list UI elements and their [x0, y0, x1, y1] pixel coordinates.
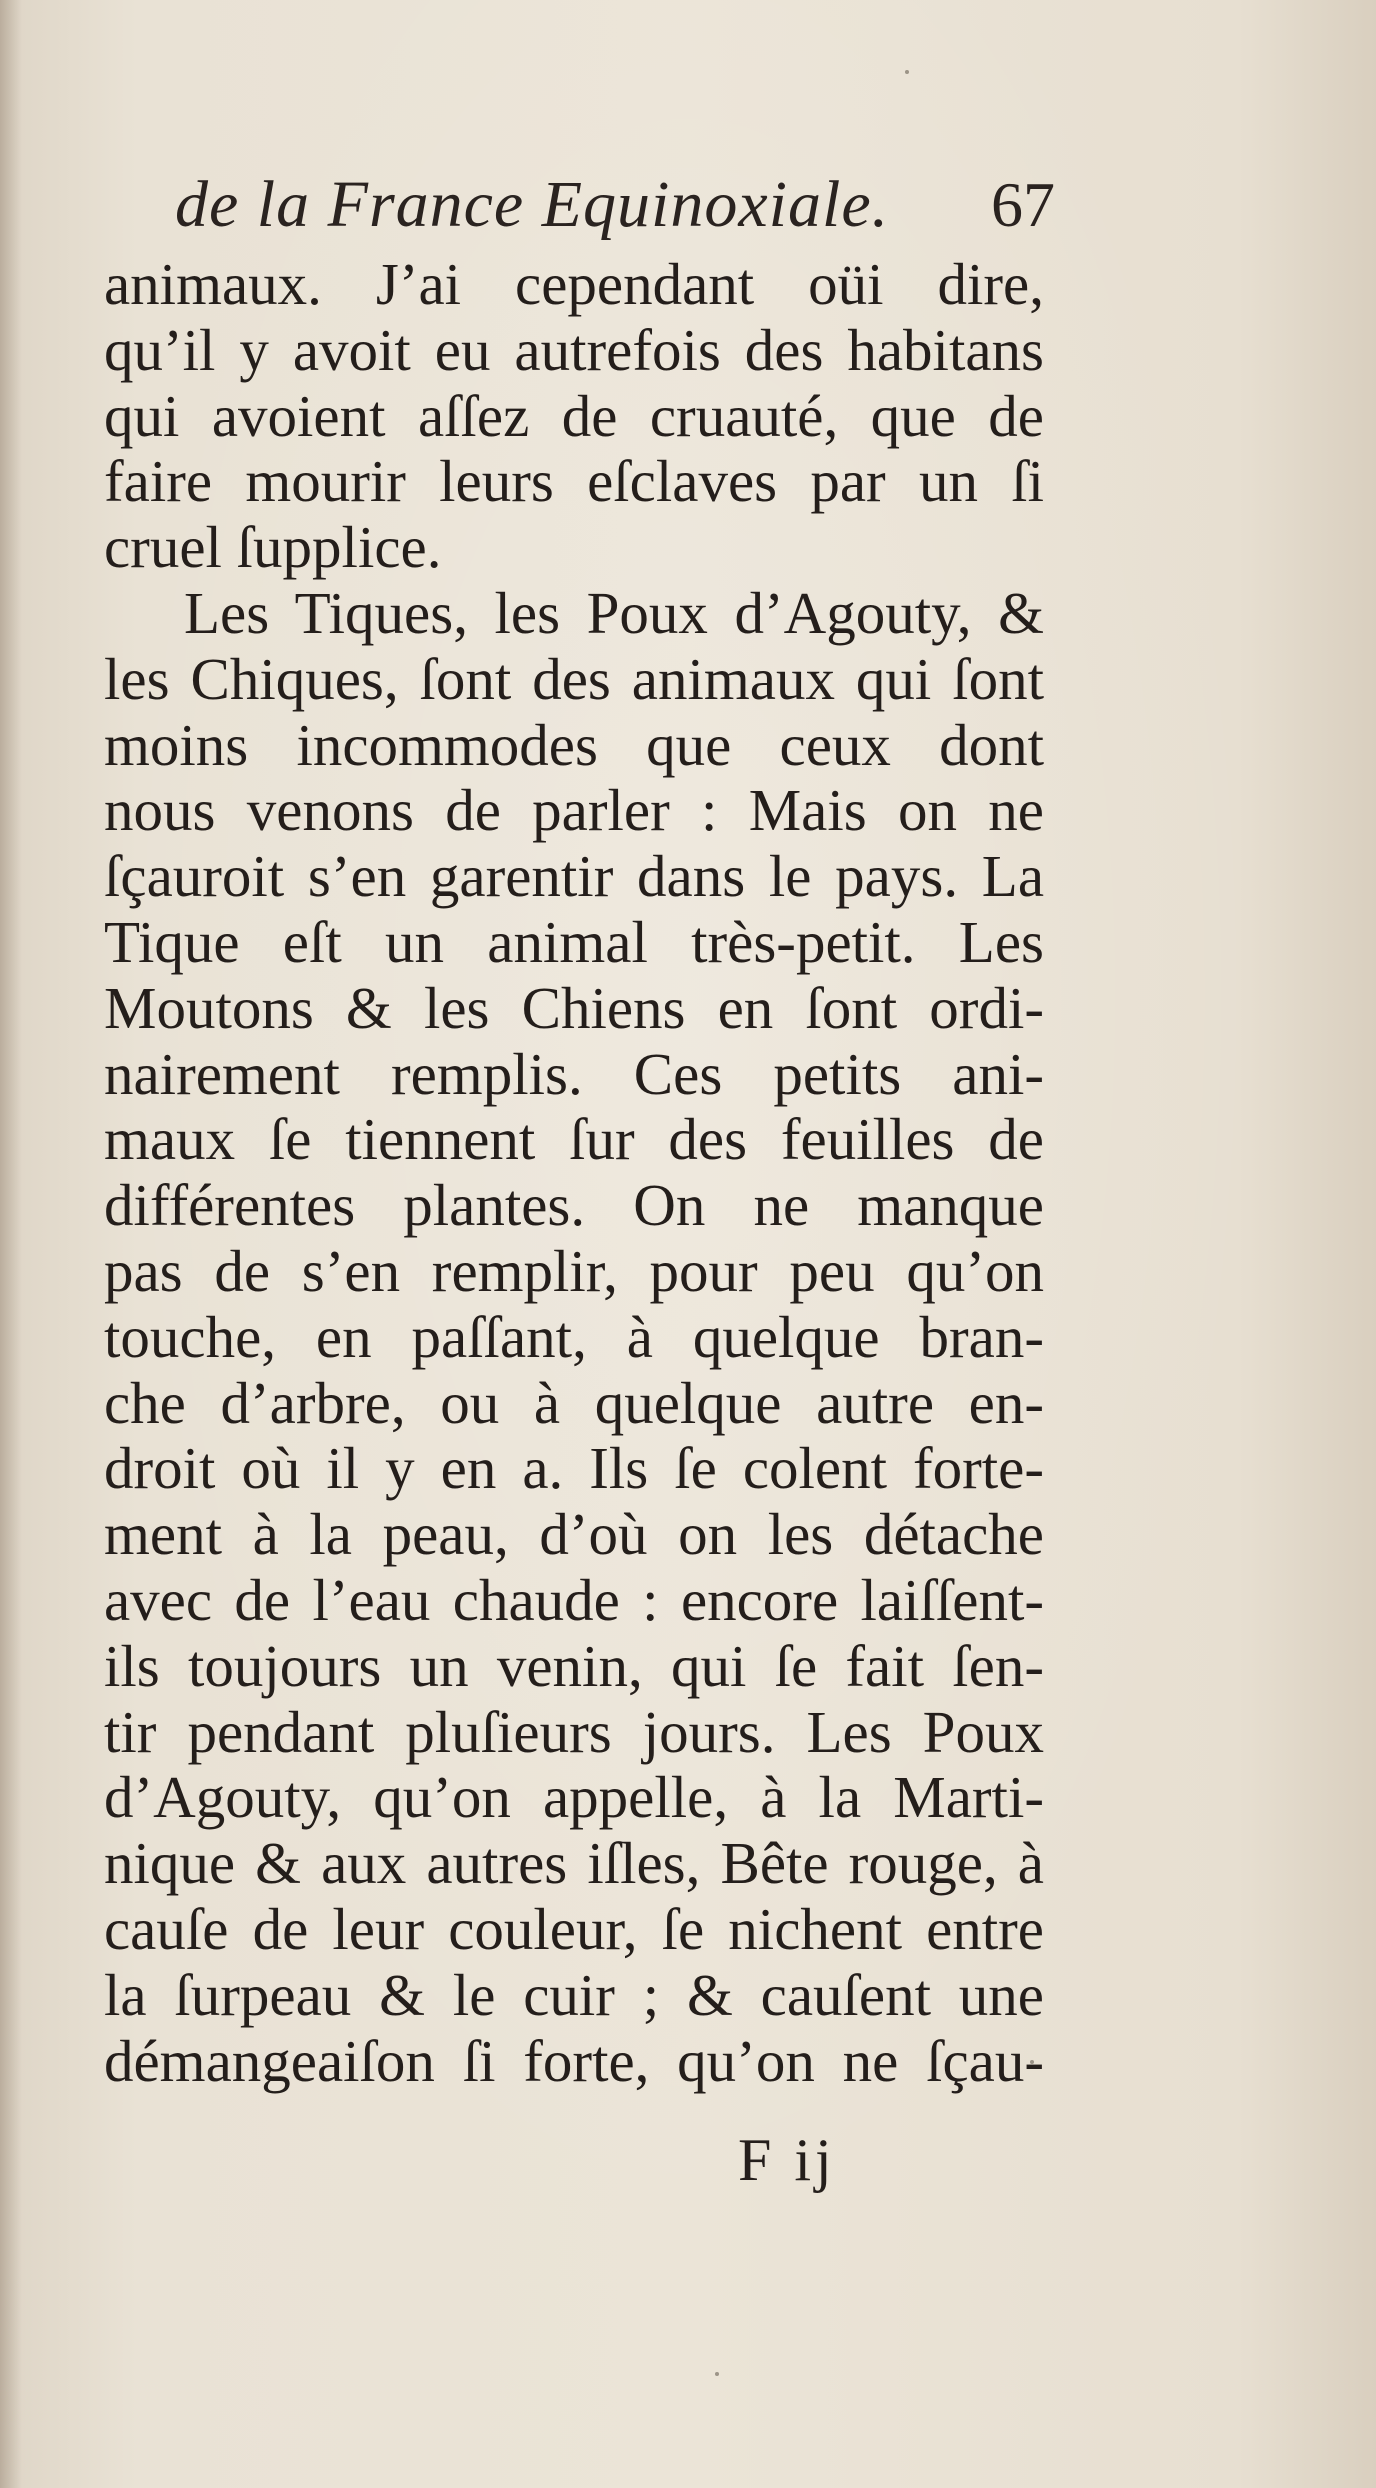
- text-line: pas de s’en remplir, pour peu qu’on: [104, 1237, 1044, 1304]
- paper-speck: [1030, 2060, 1034, 2064]
- text-line: moins incommodes que ceux dont: [104, 711, 1044, 778]
- text-line: touche, en paſſant, à quelque bran-: [104, 1303, 1044, 1370]
- text-line: qui avoient aſſez de cruauté, que de: [104, 382, 1044, 449]
- text-line: animaux. J’ai cependant oüi dire,: [104, 251, 1044, 317]
- text-line: les Chiques, ſont des animaux qui ſont: [104, 645, 1044, 712]
- text-line: ment à la peau, d’où on les détache: [104, 1501, 1044, 1568]
- text-line-paragraph-start: Les Tiques, les Poux d’Agouty, &: [184, 579, 1044, 646]
- page-edge-shadow: [0, 0, 22, 2488]
- text-line: tir pendant pluſieurs jours. Les Poux: [104, 1698, 1044, 1765]
- text-line: cruel ſupplice.: [104, 514, 442, 581]
- running-head: [175, 160, 1055, 250]
- text-line: Moutons & les Chiens en ſont ordi-: [104, 974, 1044, 1041]
- paper-speck: [905, 70, 909, 74]
- paper-speck: [715, 2372, 719, 2376]
- text-line: che d’arbre, ou à quelque autre en-: [104, 1369, 1044, 1436]
- text-line: maux ſe tiennent ſur des feuilles de: [104, 1106, 1044, 1173]
- text-line: qu’il y avoit eu autrefois des habitans: [104, 316, 1044, 383]
- text-line: Tique eſt un animal très-petit. Les: [104, 908, 1044, 975]
- text-line: faire mourir leurs eſclaves par un ſi: [104, 448, 1044, 515]
- text-line: droit où il y en a. Ils ſe colent forte-: [104, 1435, 1044, 1502]
- text-line: d’Agouty, qu’on appelle, à la Marti-: [104, 1764, 1044, 1831]
- text-line: démangeaiſon ſi forte, qu’on ne ſçau-: [104, 2027, 1044, 2094]
- text-line: différentes plantes. On ne manque: [104, 1172, 1044, 1239]
- text-line: avec de l’eau chaude : encore laiſſent-: [104, 1566, 1044, 1633]
- text-line: nairement remplis. Ces petits ani-: [104, 1040, 1044, 1107]
- running-title: de la France Equinoxiale.: [175, 168, 890, 241]
- text-line: ils toujours un venin, qui ſe fait ſen-: [104, 1632, 1044, 1699]
- signature-mark: F ij: [738, 2127, 836, 2193]
- page-number: 67: [991, 169, 1055, 240]
- text-line: ſçauroit s’en garentir dans le pays. La: [104, 843, 1044, 910]
- text-line: nique & aux autres iſles, Bête rouge, à: [104, 1830, 1044, 1897]
- text-line: nous venons de parler : Mais on ne: [104, 777, 1044, 844]
- text-line: la ſurpeau & le cuir ; & cauſent une: [104, 1961, 1044, 2028]
- text-line: cauſe de leur couleur, ſe nichent entre: [104, 1895, 1044, 1962]
- body-text: [104, 252, 1044, 2094]
